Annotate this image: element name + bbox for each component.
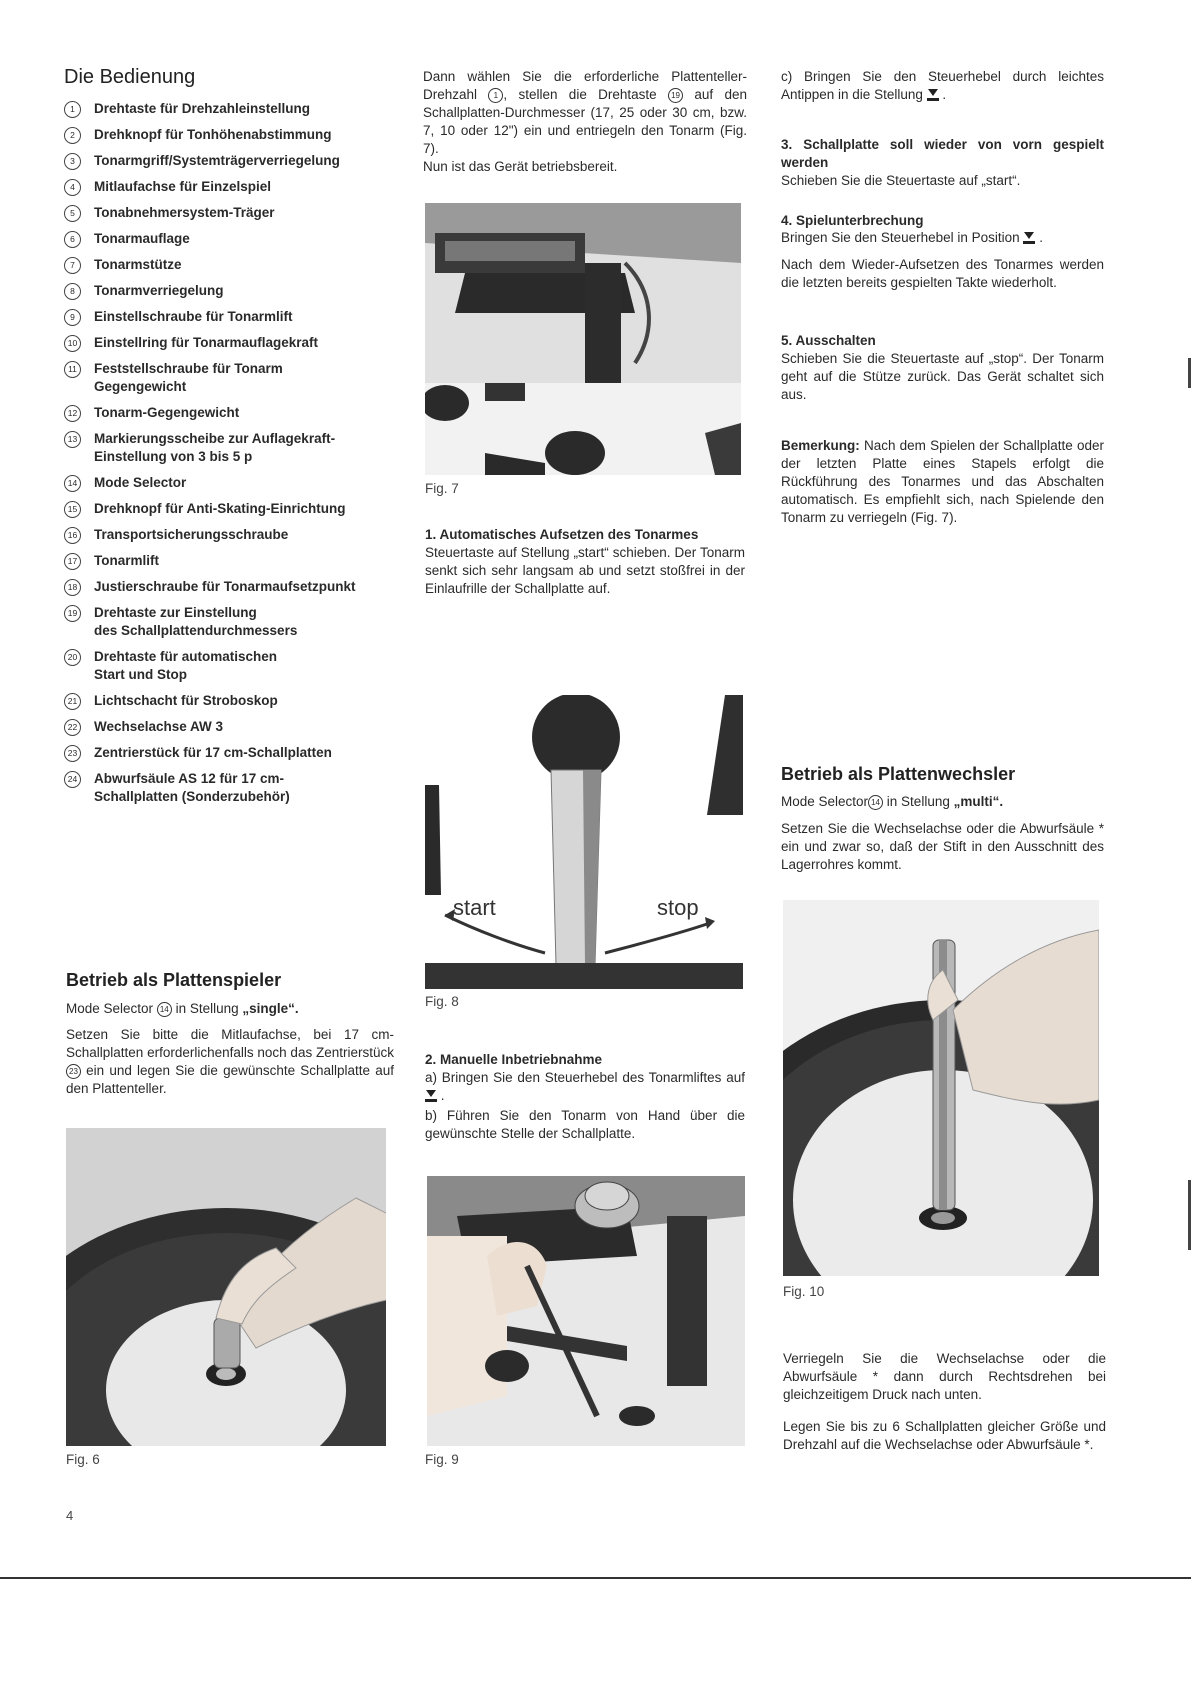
ref-number: 19 [668, 88, 683, 103]
text-fragment: Setzen Sie bitte die Mitlaufachse, bei 17 cm-Schallplatten erforderlichenfalls noch das Zentrierstück [66, 1027, 394, 1060]
fig10-caption: Fig. 10 [783, 1284, 825, 1299]
part-item [64, 100, 404, 118]
c-text: c) Bringen Sie den Steuerhebel durch leichtes Antippen in die Stellung . [781, 69, 1104, 102]
mode-value: „multi“. [953, 794, 1004, 809]
part-number: 10 [64, 335, 81, 352]
s4-text: Bringen Sie den Steuerhebel in Position . [781, 230, 1043, 245]
s2-text-b: b) Führen Sie den Tonarm von Hand über die gewünschte Stelle der Schallplatte. [425, 1108, 745, 1141]
s2-text-a: a) Bringen Sie den Steuerhebel des Tonarmliftes auf . [425, 1070, 745, 1103]
part-item [64, 282, 404, 300]
parts-list [64, 100, 404, 814]
part-label: Drehtaste zur Einstellung des Schallplattendurchmessers [94, 605, 298, 638]
fig9-illustration [427, 1176, 745, 1446]
ref-number: 23 [66, 1064, 81, 1079]
part-number: 20 [64, 649, 81, 666]
part-item [64, 552, 404, 570]
fig7-photo [425, 203, 741, 475]
section-title-multi: Betrieb als Plattenwechsler [781, 764, 1016, 784]
mode-selector-label: Mode Selector [781, 794, 869, 809]
part-label: Tonarmauflage [94, 231, 190, 246]
text-fragment: , stellen die Drehtaste [503, 87, 657, 102]
fig10-photo [783, 900, 1099, 1276]
fig8-stop-label: stop [657, 895, 699, 920]
remark-text: Nach dem Spielen der Schallplatte oder der letzten Platte eines Stapels erfolgt die Rückführung des Tonarmes und das Abschalten automatisch. Es empfiehlt sich, nach Spielende den Tonarm zu verriegeln (Fig. 7). [781, 438, 1104, 525]
text-fragment: ein und legen Sie die gewünschte Schallplatte auf den Plattenteller. [66, 1063, 394, 1096]
part-label: Justierschraube für Tonarmaufsetzpunkt [94, 579, 356, 594]
text-fragment: Dann wählen Sie die erforderliche Plattenteller-Drehzahl [423, 69, 747, 102]
s5-text: Schieben Sie die Steuertaste auf „stop“. Der Tonarm geht auf die Stütze zurück. Das Gerät schaltet sich aus. [781, 351, 1104, 402]
part-label: Drehtaste für automatischen Start und Stop [94, 649, 278, 682]
part-number: 11 [64, 361, 81, 378]
part-item [64, 770, 404, 806]
fig10-illustration [783, 900, 1099, 1276]
part-item [64, 604, 404, 640]
s3-title: 3. Schallplatte soll wieder von vorn gespielt werden [781, 137, 1104, 170]
fig7-illustration [425, 203, 741, 475]
part-item [64, 648, 404, 684]
s4-title: 4. Spielunterbrechung [781, 213, 924, 228]
part-number: 23 [64, 745, 81, 762]
text-fragment: c) Bringen Sie den Steuerhebel durch leichtes Antippen in die Stellung [781, 69, 1104, 102]
part-number: 9 [64, 309, 81, 326]
part-item [64, 692, 404, 710]
fig8-photo [425, 695, 743, 989]
single-paragraph [66, 1026, 394, 1098]
mode-selector-label: Mode Selector [66, 1001, 154, 1016]
part-label: Mode Selector [94, 475, 187, 490]
lift-down-symbol-icon [425, 1089, 437, 1103]
part-label: Tonabnehmersystem-Träger [94, 205, 275, 220]
part-number: 8 [64, 283, 81, 300]
part-number: 12 [64, 405, 81, 422]
part-label: Drehknopf für Tonhöhenabstimmung [94, 127, 332, 142]
part-label: Transportsicherungsschraube [94, 527, 289, 542]
part-label: Einstellschraube für Tonarmlift [94, 309, 293, 324]
part-label: Zentrierstück für 17 cm-Schallplatten [94, 745, 332, 760]
part-label: Tonarmstütze [94, 257, 182, 272]
part-item [64, 526, 404, 544]
text-fragment: auf den Schallplatten-Durchmesser (17, 25 oder 30 cm, bzw. 7, 10 oder 12") ein und entriegeln den Tonarm (Fig. 7). [423, 87, 747, 156]
part-number: 18 [64, 579, 81, 596]
part-number: 22 [64, 719, 81, 736]
part-number: 5 [64, 205, 81, 222]
page-edge-line [0, 1577, 1191, 1579]
remark [781, 437, 1104, 527]
part-item [64, 204, 404, 222]
s2-title: 2. Manuelle Inbetriebnahme [425, 1052, 603, 1067]
text-fragment: in Stellung [883, 794, 954, 809]
part-label: Tonarm-Gegengewicht [94, 405, 240, 420]
part-number: 13 [64, 431, 81, 448]
part-number: 1 [64, 101, 81, 118]
part-label: Feststellschraube für Tonarm Gegengewicht [94, 361, 283, 394]
part-item [64, 308, 404, 326]
part-item [64, 430, 404, 466]
section-title-single: Betrieb als Plattenspieler [66, 970, 282, 990]
part-item [64, 334, 404, 352]
part-number: 4 [64, 179, 81, 196]
text-fragment: Bringen Sie den Steuerhebel in Position [781, 230, 1020, 245]
lift-down-symbol-icon [1023, 231, 1035, 245]
part-item [64, 474, 404, 492]
part-number: 24 [64, 771, 81, 788]
part-label: Tonarmgriff/Systemträgerverriegelung [94, 153, 340, 168]
ref-number: 14 [157, 1002, 172, 1017]
part-label: Tonarmverriegelung [94, 283, 224, 298]
fig6-photo [66, 1128, 386, 1446]
fig9-photo [427, 1176, 745, 1446]
fig8-caption: Fig. 8 [425, 994, 459, 1009]
part-item [64, 718, 404, 736]
part-label: Wechselachse AW 3 [94, 719, 224, 734]
part-item [64, 230, 404, 248]
part-label: Drehtaste für Drehzahleinstellung [94, 101, 311, 116]
multi-paragraph-2: Verriegeln Sie die Wechselachse oder die Abwurfsäule * dann durch Rechtsdrehen bei gleichzeitigem Druck nach unten. [783, 1351, 1106, 1402]
fig8-illustration [425, 695, 743, 989]
part-label: Abwurfsäule AS 12 für 17 cm- Schallplatten (Sonderzubehör) [94, 771, 290, 804]
page-title: Die Bedienung [64, 66, 196, 88]
part-label: Lichtschacht für Stroboskop [94, 693, 278, 708]
multi-paragraph-3: Legen Sie bis zu 6 Schallplatten gleicher Größe und Drehzahl auf die Wechselachse oder Abwurfsäule *. [783, 1419, 1106, 1452]
multi-paragraph-1: Setzen Sie die Wechselachse oder die Abwurfsäule * ein und zwar so, daß der Stift in den Ausschnitt des Lagerrohres kommt. [781, 821, 1104, 872]
intro-paragraph [423, 68, 747, 158]
single-mode-text [66, 1000, 396, 1018]
part-number: 19 [64, 605, 81, 622]
part-label: Drehknopf für Anti-Skating-Einrichtung [94, 501, 346, 516]
ref-number: 1 [488, 88, 503, 103]
fig6-illustration [66, 1128, 386, 1446]
part-number: 2 [64, 127, 81, 144]
part-label: Mitlaufachse für Einzelspiel [94, 179, 272, 194]
s1-text: Steuertaste auf Stellung „start“ schieben. Der Tonarm senkt sich sehr langsam ab und setzt stoßfrei in der Einlaufrille der Schallplatte auf. [425, 545, 745, 596]
part-number: 17 [64, 553, 81, 570]
part-number: 14 [64, 475, 81, 492]
part-label: Tonarmlift [94, 553, 159, 568]
part-item [64, 152, 404, 170]
s1-title: 1. Automatisches Aufsetzen des Tonarmes [425, 527, 699, 542]
part-label: Einstellring für Tonarmauflagekraft [94, 335, 319, 350]
ready-text: Nun ist das Gerät betriebsbereit. [423, 159, 618, 174]
text-fragment: in Stellung [171, 1001, 243, 1016]
part-number: 6 [64, 231, 81, 248]
part-number: 21 [64, 693, 81, 710]
part-item [64, 404, 404, 422]
s4-text2: Nach dem Wieder-Aufsetzen des Tonarmes werden die letzten bereits gespielten Takte wiederholt. [781, 257, 1104, 290]
part-number: 3 [64, 153, 81, 170]
s3-text: Schieben Sie die Steuertaste auf „start“. [781, 173, 1021, 188]
part-item [64, 360, 404, 396]
remark-label: Bemerkung: [781, 438, 860, 453]
page-number: 4 [66, 1508, 74, 1523]
fig7-caption: Fig. 7 [425, 481, 459, 496]
part-item [64, 500, 404, 518]
text-fragment: a) Bringen Sie den Steuerhebel des Tonarmliftes auf [425, 1070, 745, 1085]
multi-mode-text [781, 793, 1104, 811]
mode-value: „single“. [242, 1001, 299, 1016]
part-item [64, 126, 404, 144]
part-number: 15 [64, 501, 81, 518]
s5-title: 5. Ausschalten [781, 333, 876, 348]
part-item [64, 578, 404, 596]
part-label: Markierungsscheibe zur Auflagekraft- Einstellung von 3 bis 5 p [94, 431, 336, 464]
ref-number: 14 [868, 795, 883, 810]
part-item [64, 256, 404, 274]
part-number: 16 [64, 527, 81, 544]
fig8-start-label: start [453, 895, 496, 920]
part-number: 7 [64, 257, 81, 274]
fig9-caption: Fig. 9 [425, 1452, 459, 1467]
part-item [64, 744, 404, 762]
part-item [64, 178, 404, 196]
fig6-caption: Fig. 6 [66, 1452, 100, 1467]
lift-down-symbol-icon [927, 88, 939, 102]
